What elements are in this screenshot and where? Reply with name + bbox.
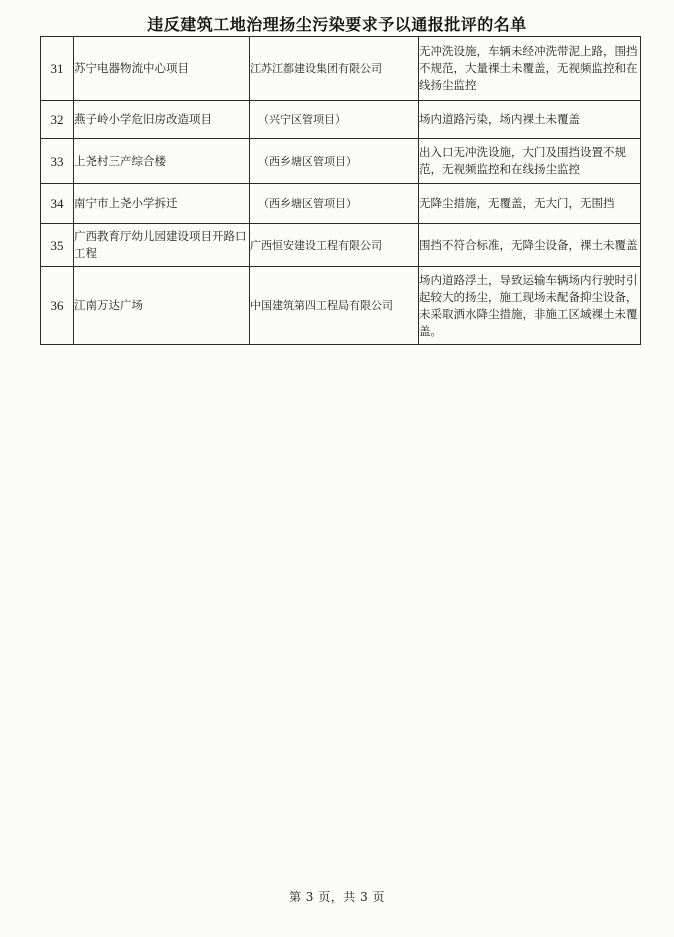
table-row: [41, 224, 641, 267]
project-name: 上尧村三产综合楼: [74, 139, 250, 184]
row-number: 33: [41, 139, 74, 184]
row-number: 35: [41, 224, 74, 267]
project-name: 苏宁电器物流中心项目: [74, 37, 250, 101]
row-number: 36: [41, 267, 74, 345]
construction-company: 江苏江都建设集团有限公司: [250, 37, 419, 101]
project-name: 燕子岭小学危旧房改造项目: [74, 101, 250, 139]
construction-company: 中国建筑第四工程局有限公司: [250, 267, 419, 345]
table-row: [41, 37, 641, 101]
construction-company: （兴宁区管项目）: [250, 101, 419, 139]
page-number: 第 3 页，共 3 页: [288, 890, 386, 904]
table-row: [41, 101, 641, 139]
table-row: [41, 267, 641, 345]
violation-description: 出入口无冲洗设施，大门及围挡设置不规范，无视频监控和在线扬尘监控: [419, 139, 641, 184]
violation-description: 围挡不符合标准，无降尘设备，裸土未覆盖: [419, 224, 641, 267]
violation-description: 无冲洗设施，车辆未经冲洗带泥上路，围挡不规范，大量裸土未覆盖，无视频监控和在线扬尘监控: [419, 37, 641, 101]
row-number: 31: [41, 37, 74, 101]
row-number: 32: [41, 101, 74, 139]
violation-description: 场内道路浮土，导致运输车辆场内行驶时引起较大的扬尘，施工现场未配备抑尘设备，未采取洒水降尘措施，非施工区域裸土未覆盖。: [419, 267, 641, 345]
document-title: 违反建筑工地治理扬尘污染要求予以通报批评的名单: [147, 15, 527, 34]
violation-description: 场内道路污染，场内裸土未覆盖: [419, 101, 641, 139]
construction-company: （西乡塘区管项目）: [250, 139, 419, 184]
notice-table: [40, 36, 641, 345]
project-name: 江南万达广场: [74, 267, 250, 345]
violation-description: 无降尘措施，无覆盖，无大门，无围挡: [419, 184, 641, 224]
construction-company: （西乡塘区管项目）: [250, 184, 419, 224]
project-name: 南宁市上尧小学拆迁: [74, 184, 250, 224]
row-number: 34: [41, 184, 74, 224]
project-name: 广西教育厅幼儿园建设项目开路口工程: [74, 224, 250, 267]
table-row: [41, 184, 641, 224]
table-row: [41, 139, 641, 184]
construction-company: 广西恒安建设工程有限公司: [250, 224, 419, 267]
